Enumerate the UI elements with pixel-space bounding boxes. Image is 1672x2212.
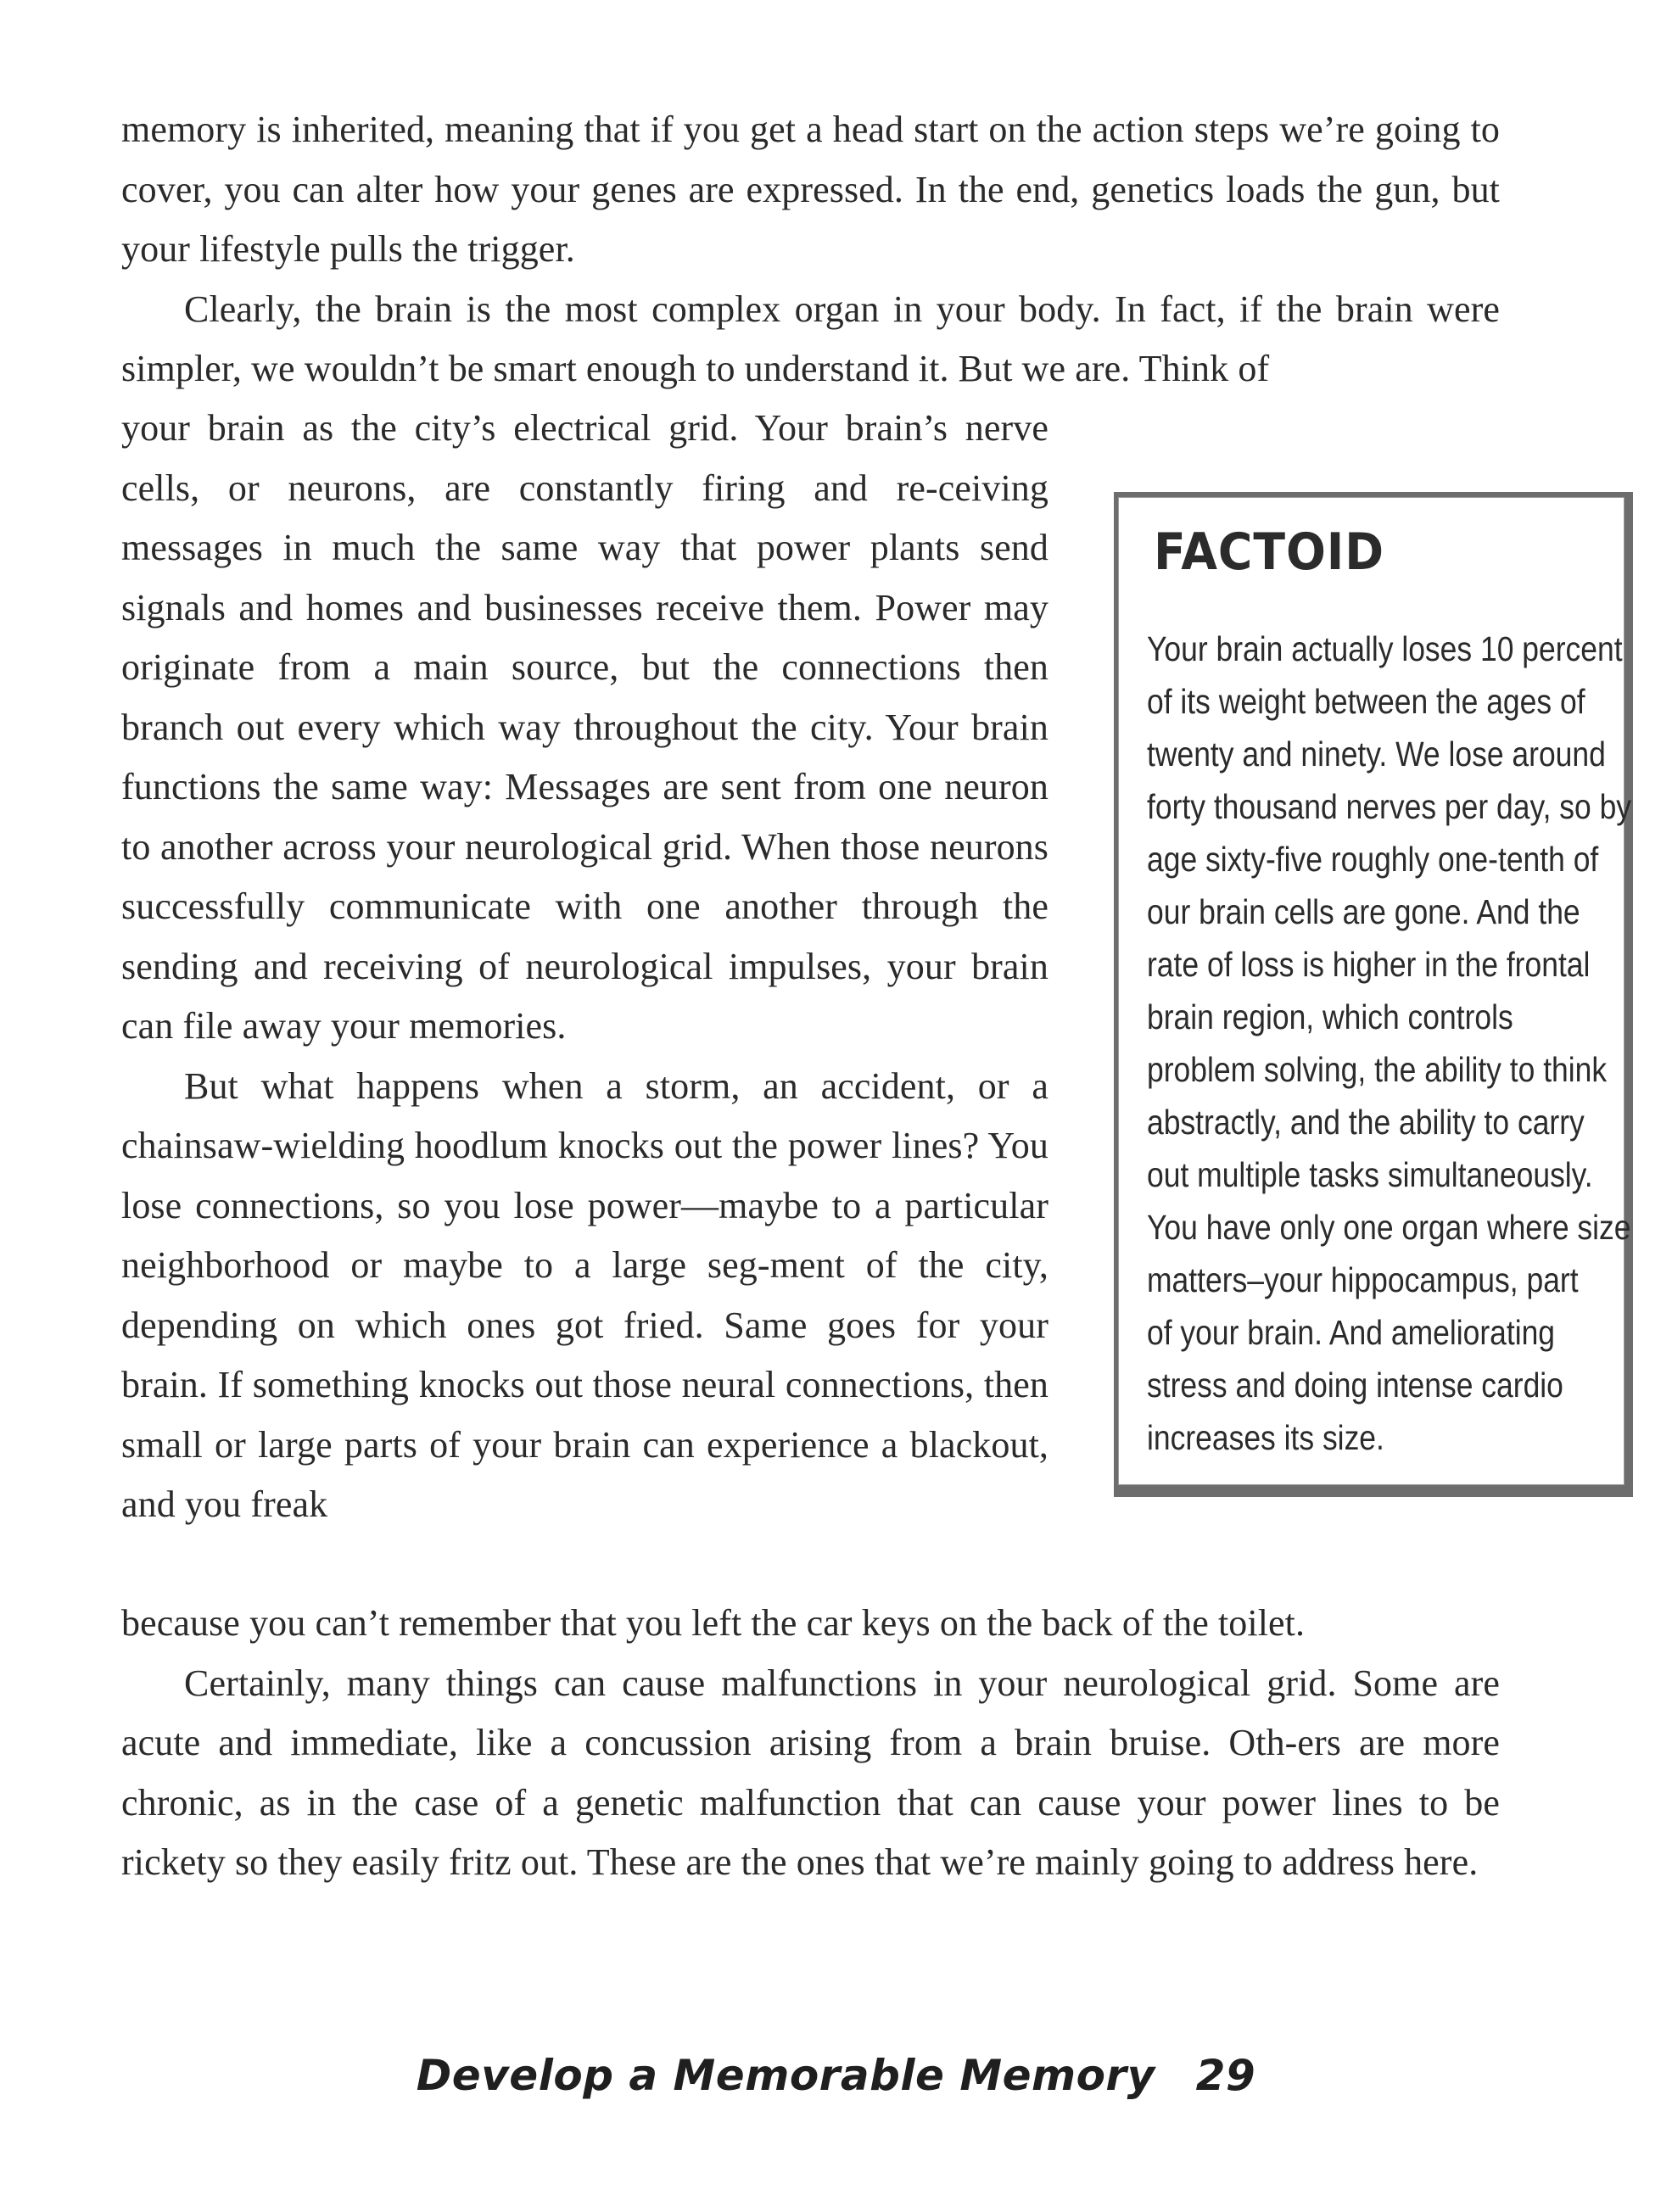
- paragraph-car-keys: because you can’t remember that you left the car keys on the back of the toilet.: [121, 1602, 1306, 1644]
- footer-title: Develop a Memorable Memory: [416, 2051, 1155, 2100]
- factoid-line: problem solving, the ability to think: [1147, 1050, 1608, 1089]
- top-text-block: [121, 100, 1500, 399]
- factoid-line: Your brain actually loses 10 percent: [1147, 629, 1623, 668]
- factoid-line: out multiple tasks simultaneously.: [1147, 1155, 1593, 1194]
- factoid-line: forty thousand nerves per day, so by: [1147, 787, 1632, 826]
- factoid-line: matters–your hippocampus, part: [1147, 1260, 1579, 1299]
- footer-page-number: 29: [1195, 2051, 1256, 2100]
- factoid-box: [1114, 492, 1633, 1497]
- wrapped-text-block: [121, 399, 1048, 1535]
- paragraph-storm-blackout: But what happens when a storm, an accident, or a chainsaw-wielding hoodlum knocks out the power lines? You lose connections, so you lose power—maybe to a particular neighborhood or maybe to a large seg-ment of the city, depending on which ones got fried. Same goes for your brain. If something knocks out those neural connections, then small or large parts of your brain can experience a blackout, and you freak: [121, 1064, 1048, 1525]
- bottom-text-block: [121, 1594, 1500, 1893]
- factoid-line: abstractly, and the ability to carry: [1147, 1103, 1585, 1142]
- paragraph-brain-complex-start: Clearly, the brain is the most complex organ in your body. In fact, if the brain were simpler, we wouldn’t be smart enough to understand it. But we are. Think of: [121, 288, 1500, 389]
- factoid-body: [1147, 623, 1632, 1464]
- page-footer: [0, 2051, 1672, 2100]
- factoid-line: age sixty-five roughly one-tenth of: [1147, 840, 1599, 879]
- paragraph-malfunctions: Certainly, many things can cause malfunctions in your neurological grid. Some are acute and immediate, like a concussion arising from a brain bruise. Oth-ers are more chronic, as in the case of a genetic malfunction that can cause your power lines to be rickety so they easily fritz out. These are the ones that we’re mainly going to address here.: [121, 1662, 1500, 1883]
- factoid-line: of your brain. And ameliorating: [1147, 1313, 1556, 1352]
- paragraph-electrical-grid: your brain as the city’s electrical grid. Your brain’s nerve cells, or neurons, are constantly firing and re-ceiving messages in much the same way that power plants send signals and homes and businesses receive them. Power may originate from a main source, but the connections then branch out every which way throughout the city. Your brain functions the same way: Messages are sent from one neuron to another across your neurological grid. When those neurons successfully communicate with one another through the sending and receiving of neurological impulses, your brain can file away your memories.: [121, 407, 1048, 1047]
- factoid-line: stress and doing intense cardio: [1147, 1366, 1563, 1405]
- factoid-line: of its weight between the ages of: [1147, 682, 1585, 721]
- factoid-line: our brain cells are gone. And the: [1147, 892, 1580, 931]
- factoid-line: You have only one organ where size: [1147, 1208, 1631, 1247]
- factoid-line: brain region, which controls: [1147, 997, 1513, 1036]
- paragraph-memory-inherited: memory is inherited, meaning that if you get a head start on the action steps we’re going to cover, you can alter how your genes are expressed. In the end, genetics loads the gun, but your lifestyle pulls the trigger.: [121, 109, 1500, 270]
- factoid-line: rate of loss is higher in the frontal: [1147, 945, 1591, 984]
- factoid-title: FACTOID: [1154, 522, 1384, 582]
- factoid-line: increases its size.: [1147, 1418, 1384, 1457]
- factoid-line: twenty and ninety. We lose around: [1147, 735, 1606, 774]
